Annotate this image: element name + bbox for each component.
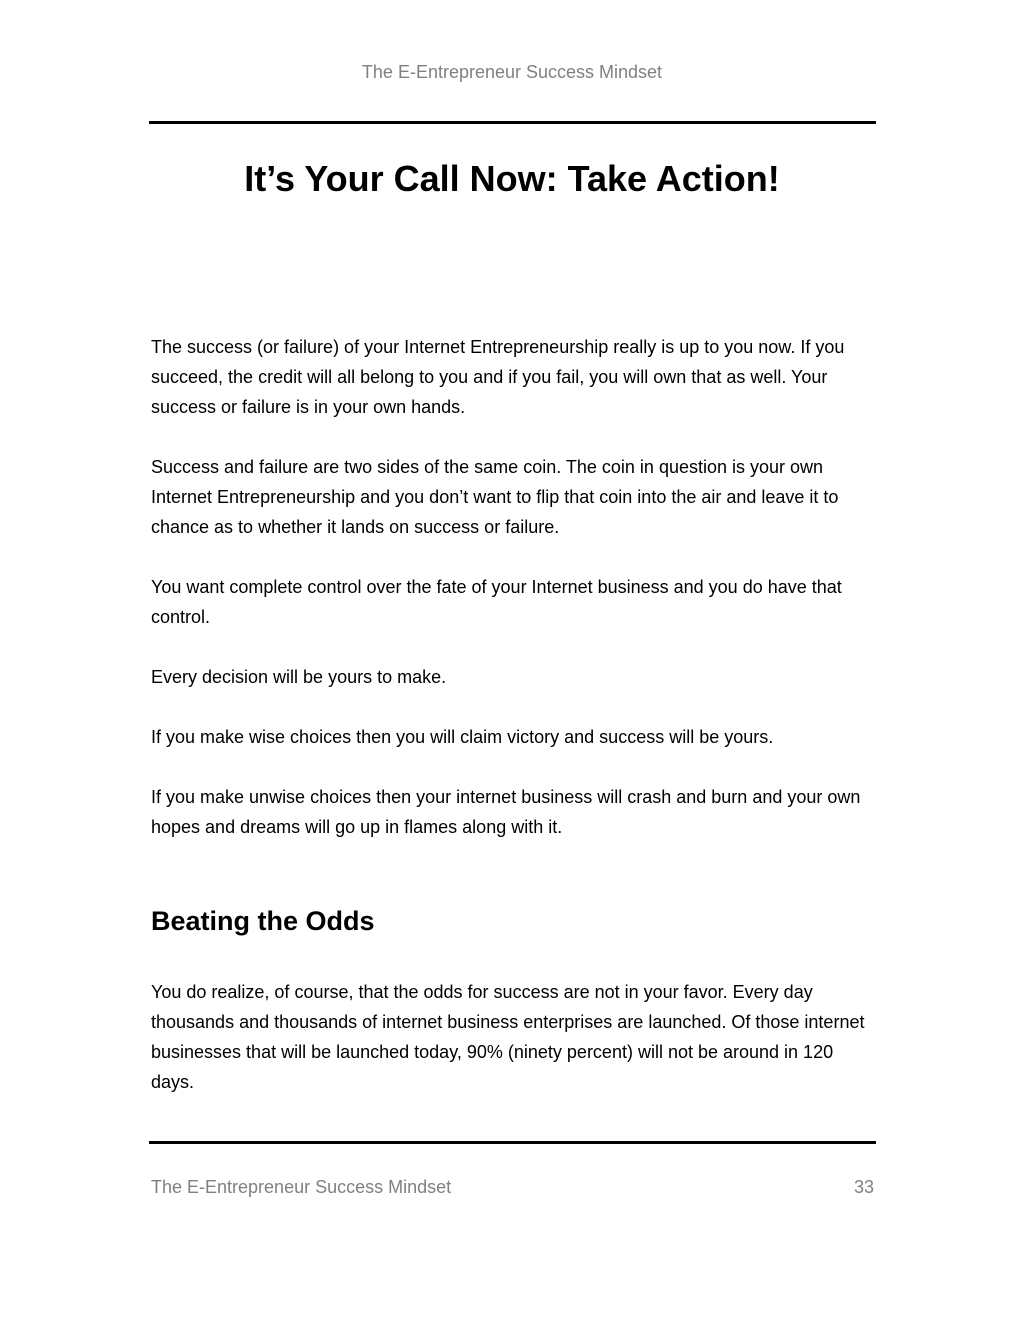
- chapter-title: It’s Your Call Now: Take Action!: [244, 158, 780, 199]
- section-heading: Beating the Odds: [151, 906, 375, 936]
- paragraph: The success (or failure) of your Internet Entrepreneurship really is up to you now. If you succeed, the credit will all belong to you and if you fail, you will own that as well. Your success or failure is in your own hands.: [151, 337, 845, 417]
- running-header: The E-Entrepreneur Success Mindset: [361, 62, 663, 82]
- chapter-body: [151, 332, 881, 872]
- paragraph: Success and failure are two sides of the same coin. The coin in question is your own Internet Entrepreneurship and you don’t want to flip that coin into the air and leave it to chance as to whether it lands on success or failure.: [151, 457, 839, 537]
- paragraph: If you make unwise choices then your internet business will crash and burn and your own hopes and dreams will go up in flames along with it.: [151, 787, 861, 837]
- paragraph: Every decision will be yours to make.: [151, 667, 447, 687]
- paragraph: If you make wise choices then you will claim victory and success will be yours.: [151, 727, 774, 747]
- paragraph: You want complete control over the fate of your Internet business and you do have that control.: [151, 577, 842, 627]
- footer-title: The E-Entrepreneur Success Mindset: [151, 1177, 452, 1197]
- section-body: [151, 977, 881, 1127]
- page-number: 33: [853, 1177, 874, 1197]
- footer-divider: [149, 1141, 876, 1144]
- header-divider: [149, 121, 876, 124]
- paragraph: You do realize, of course, that the odds for success are not in your favor. Every day thousands and thousands of internet business enterprises are launched. Of those internet businesses that will be launched today, 90% (ninety percent) will not be around in 120 days.: [151, 982, 865, 1092]
